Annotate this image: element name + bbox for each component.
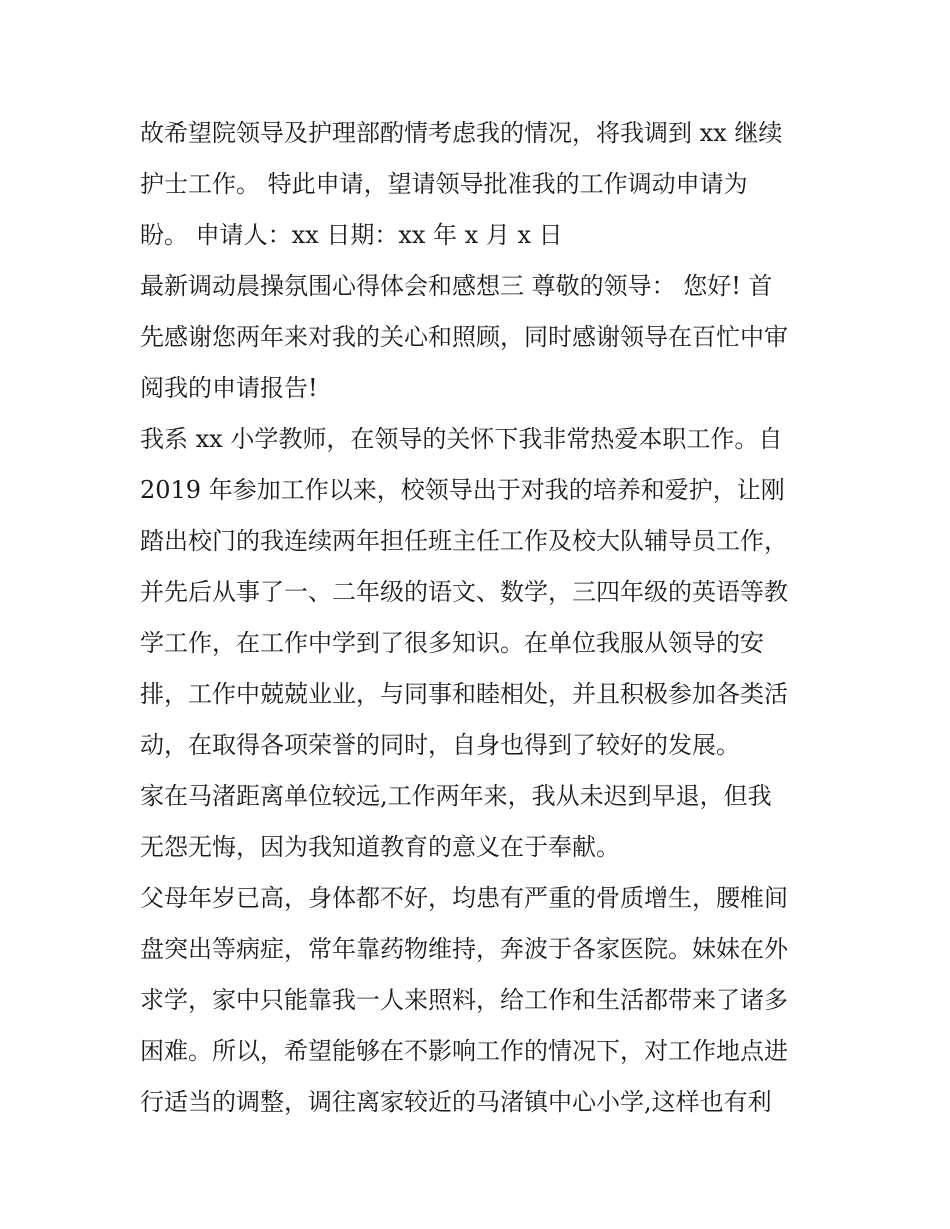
text-line: 困难。所以，希望能够在不影响工作的情况下，对工作地点进 bbox=[140, 1037, 788, 1065]
text-line: 我系 xx 小学教师，在领导的关怀下我非常热爱本职工作。自 bbox=[140, 425, 783, 453]
text-line: 故希望院领导及护理部酌情考虑我的情况，将我调到 xx 继续 bbox=[140, 119, 783, 147]
text-line: 盼。 申请人：xx 日期：xx 年 x 月 x 日 bbox=[140, 221, 563, 249]
text-line: 排，工作中兢兢业业，与同事和睦相处，并且积极参加各类活 bbox=[140, 680, 788, 708]
text-line: 动，在取得各项荣誉的同时，自身也得到了较好的发展。 bbox=[140, 731, 740, 759]
text-line: 先感谢您两年来对我的关心和照顾，同时感谢领导在百忙中审 bbox=[140, 323, 788, 351]
text-line: 无怨无悔，因为我知道教育的意义在于奉献。 bbox=[140, 833, 620, 861]
document-body bbox=[140, 108, 820, 1128]
text-line: 阅我的申请报告! bbox=[140, 374, 318, 402]
text-line: 盘突出等病症，常年靠药物维持，奔波于各家医院。妹妹在外 bbox=[140, 935, 788, 963]
text-line: 家在马渚距离单位较远,工作两年来，我从未迟到早退，但我 bbox=[140, 782, 772, 810]
text-line: 行适当的调整，调往离家较近的马渚镇中心小学,这样也有利 bbox=[140, 1088, 772, 1116]
text-line: 踏出校门的我连续两年担任班主任工作及校大队辅导员工作， bbox=[140, 527, 788, 555]
text-line: 护士工作。 特此申请，望请领导批准我的工作调动申请为 bbox=[140, 170, 748, 198]
text-line: 最新调动晨操氛围心得体会和感想三 尊敬的领导： 您好! 首 bbox=[140, 272, 773, 300]
text-line: 并先后从事了一、二年级的语文、数学，三四年级的英语等教 bbox=[140, 578, 788, 606]
text-line: 学工作，在工作中学到了很多知识。在单位我服从领导的安 bbox=[140, 629, 764, 657]
text-line: 求学，家中只能靠我一人来照料，给工作和生活都带来了诸多 bbox=[140, 986, 788, 1014]
text-line: 2019 年参加工作以来，校领导出于对我的培养和爱护，让刚 bbox=[140, 476, 785, 504]
text-line: 父母年岁已高，身体都不好，均患有严重的骨质增生，腰椎间 bbox=[140, 884, 788, 912]
